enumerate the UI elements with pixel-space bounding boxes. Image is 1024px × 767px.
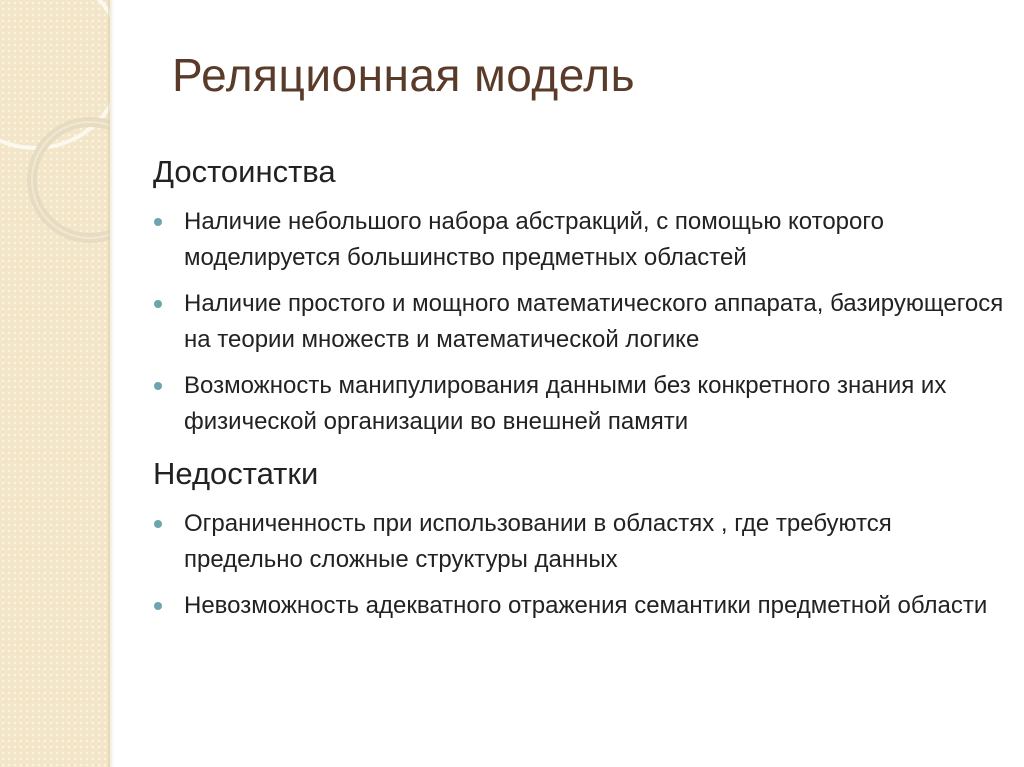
slide-title: Реляционная модель <box>172 49 636 101</box>
slide-content <box>153 152 1008 634</box>
bullet-icon <box>154 218 162 226</box>
decorative-rings <box>0 0 110 767</box>
strip-edge-shadow <box>108 0 114 767</box>
list-item-text: Возможность манипулирования данными без конкретного знания их физической организации во внешней памяти <box>184 372 947 435</box>
disadvantages-list <box>153 506 1008 624</box>
bullet-icon <box>154 300 162 308</box>
list-item <box>153 368 1008 440</box>
list-item <box>153 286 1008 358</box>
bullet-icon <box>154 382 162 390</box>
bullet-icon <box>154 520 162 528</box>
list-item-text: Ограниченность при использовании в областях , где требуются предельно сложные структуры данных <box>184 510 892 573</box>
list-item <box>153 204 1008 276</box>
advantages-heading: Достоинства <box>153 154 336 189</box>
bullet-icon <box>154 602 162 610</box>
list-item-text: Наличие небольшого набора абстракций, с помощью которого моделируется большинство предметных областей <box>184 208 884 271</box>
list-item-text: Наличие простого и мощного математического аппарата, базирующегося на теории множеств и математической логике <box>184 290 1004 353</box>
decorative-side-strip <box>0 0 110 767</box>
list-item-text: Невозможность адекватного отражения семантики предметной области <box>184 592 988 619</box>
advantages-list <box>153 204 1008 440</box>
list-item <box>153 506 1008 578</box>
disadvantages-heading: Недостатки <box>153 456 319 491</box>
list-item <box>153 588 1008 624</box>
